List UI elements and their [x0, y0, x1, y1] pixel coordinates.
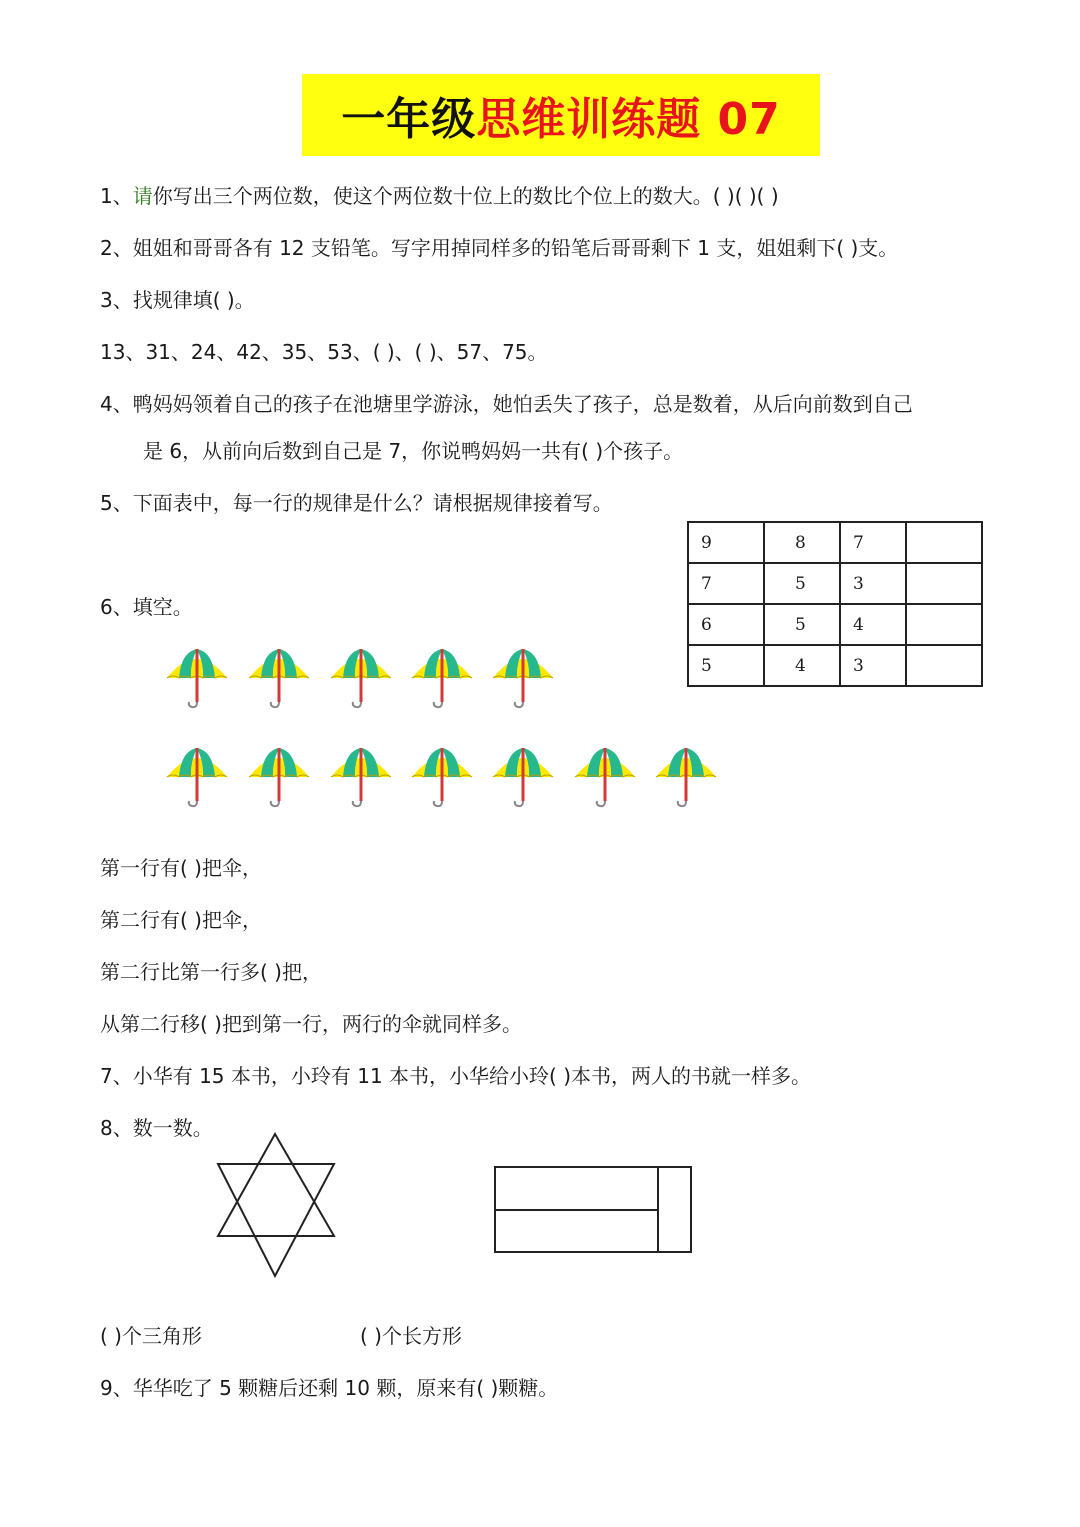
question-5: 5、下面表中，每一行的规律是什么？请根据规律接着写。 [100, 491, 613, 515]
table-cell: 8 [764, 522, 840, 563]
table-cell: 9 [688, 522, 764, 563]
title-part-red: 思维训练题 07 [476, 94, 781, 145]
question-4-line-2: 是 6，从前向后数到自己是 7，你说鸭妈妈一共有( )个孩子。 [143, 439, 684, 463]
table-cell-blank[interactable] [906, 645, 982, 686]
umbrella-icon [653, 743, 719, 809]
table-cell: 3 [840, 645, 906, 686]
umbrella-icon [246, 743, 312, 809]
question-6: 6、填空。 [100, 595, 193, 619]
table-row [688, 604, 982, 645]
table-cell: 7 [688, 563, 764, 604]
q1-number: 1、 [100, 184, 133, 208]
pattern-table [687, 521, 983, 687]
umbrella-icon [164, 743, 230, 809]
table-cell-blank[interactable] [906, 522, 982, 563]
table-cell: 4 [840, 604, 906, 645]
page-title [302, 74, 820, 156]
table-cell: 7 [840, 522, 906, 563]
question-4-line-1: 4、鸭妈妈领着自己的孩子在池塘里学游泳，她怕丢失了孩子，总是数着，从后向前数到自己 [100, 392, 913, 416]
question-3-sequence: 13、31、24、42、35、53、( )、( )、57、75。 [100, 340, 548, 364]
q1-text: 你写出三个两位数，使这个两位数十位上的数比个位上的数大。( )( )( ) [152, 184, 779, 208]
q1-green-word: 请 [132, 184, 153, 208]
umbrella-icon [490, 743, 556, 809]
table-cell-blank[interactable] [906, 604, 982, 645]
table-cell: 3 [840, 563, 906, 604]
umbrella-icon [328, 743, 394, 809]
question-6-c: 第二行比第一行多( )把， [100, 960, 322, 984]
question-8-triangles: ( )个三角形 [100, 1324, 202, 1348]
question-9: 9、华华吃了 5 颗糖后还剩 10 颗，原来有( )颗糖。 [100, 1376, 559, 1400]
table-row [688, 522, 982, 563]
umbrella-icon [409, 644, 475, 710]
umbrella-icon [572, 743, 638, 809]
star-figure [212, 1130, 340, 1282]
table-row [688, 563, 982, 604]
question-6-b: 第二行有( )把伞， [100, 908, 262, 932]
question-6-a: 第一行有( )把伞， [100, 856, 262, 880]
question-8-rectangles: ( )个长方形 [360, 1324, 462, 1348]
table-cell-blank[interactable] [906, 563, 982, 604]
umbrella-icon [164, 644, 230, 710]
table-cell: 5 [764, 563, 840, 604]
question-3: 3、找规律填( )。 [100, 288, 255, 312]
table-row [688, 645, 982, 686]
table-cell: 5 [688, 645, 764, 686]
title-part-black: 一年级 [341, 94, 477, 145]
umbrella-icon [328, 644, 394, 710]
question-1 [100, 182, 779, 210]
table-cell: 5 [764, 604, 840, 645]
table-cell: 4 [764, 645, 840, 686]
rectangle-figure [492, 1164, 696, 1256]
question-7: 7、小华有 15 本书，小玲有 11 本书，小华给小玲( )本书，两人的书就一样多。 [100, 1064, 812, 1088]
question-8: 8、数一数。 [100, 1116, 213, 1140]
question-6-d: 从第二行移( )把到第一行，两行的伞就同样多。 [100, 1012, 522, 1036]
umbrella-icon [490, 644, 556, 710]
umbrella-icon [409, 743, 475, 809]
question-2: 2、姐姐和哥哥各有 12 支铅笔。写字用掉同样多的铅笔后哥哥剩下 1 支，姐姐剩下( )支。 [100, 236, 899, 260]
umbrella-icon [246, 644, 312, 710]
table-cell: 6 [688, 604, 764, 645]
